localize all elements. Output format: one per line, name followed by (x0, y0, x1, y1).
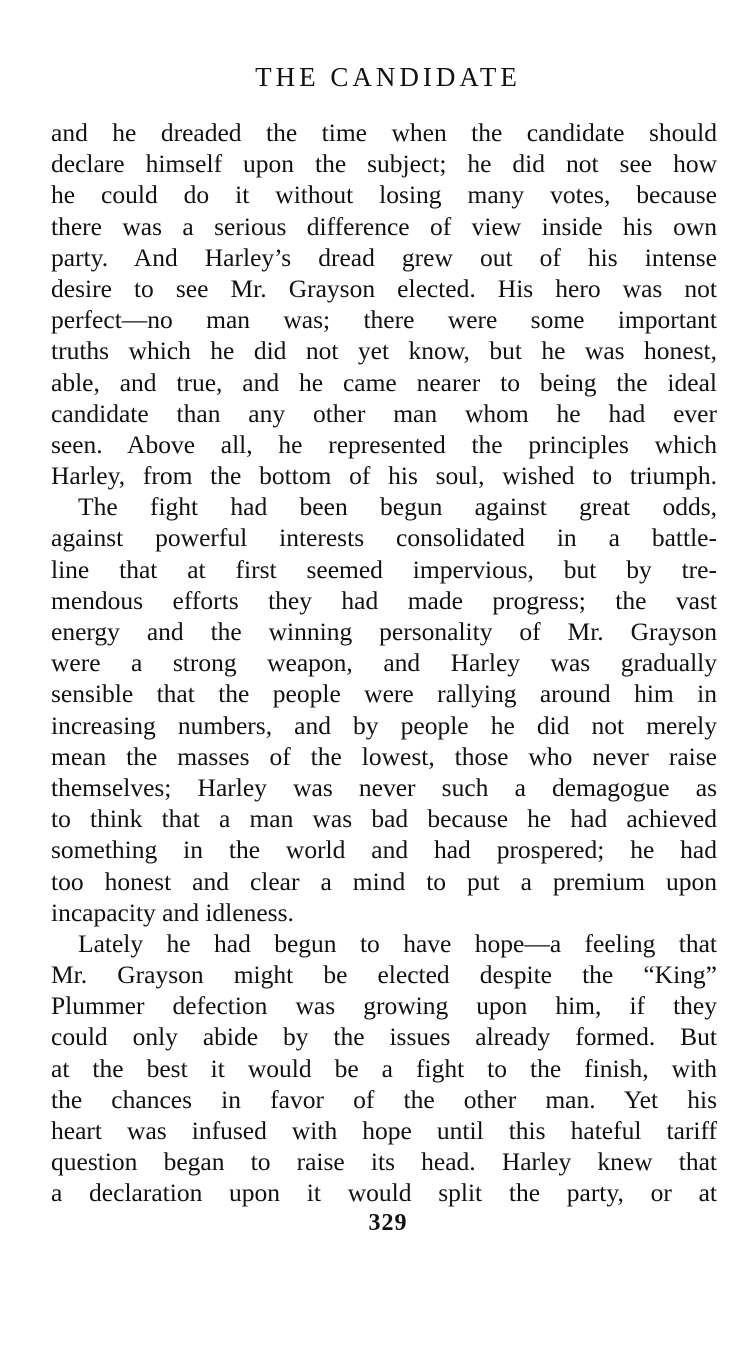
text-line: a declaration upon it would split the party, or at (51, 1178, 717, 1208)
text-line: heart was infused with hope until this hateful tariff (51, 1116, 717, 1145)
text-line: something in the world and had prospered; he had (51, 835, 717, 865)
text-line: Mr. Grayson might be elected despite the “King” (51, 960, 717, 990)
running-head: THE CANDIDATE (255, 62, 521, 92)
text-line: and he dreaded the time when the candidate should (51, 118, 717, 147)
text-line: themselves; Harley was never such a demagogue as (51, 772, 717, 802)
text-line: desire to see Mr. Grayson elected. His hero was not (51, 273, 717, 303)
text-line: at the best it would be a fight to the finish, with (51, 1053, 717, 1083)
text-line: line that at first seemed impervious, but by tre- (51, 554, 717, 584)
text-line: there was a serious difference of view inside his own (51, 211, 717, 241)
text-line: to think that a man was bad because he had achieved (51, 804, 717, 834)
text-line: candidate than any other man whom he had ever (51, 398, 717, 428)
text-line: seen. Above all, he represented the principles which (51, 429, 717, 459)
text-line: party. And Harley’s dread grew out of his intense (51, 242, 717, 272)
text-line: sensible that the people were rallying around him in (51, 679, 717, 709)
text-line: able, and true, and he came nearer to being the ideal (51, 367, 717, 397)
text-line: declare himself upon the subject; he did not see how (51, 149, 717, 179)
text-line: The fight had been begun against great odds, (78, 492, 717, 522)
text-line: were a strong weapon, and Harley was gradually (51, 648, 717, 678)
text-line: perfect—no man was; there were some important (51, 305, 717, 335)
text-line: mendous efforts they had made progress; the vast (51, 585, 717, 615)
page-number: 329 (368, 1210, 408, 1236)
text-line: the chances in favor of the other man. Yet his (51, 1084, 717, 1114)
text-line: question began to raise its head. Harley knew that (51, 1147, 717, 1177)
text-line: increasing numbers, and by people he did not merely (51, 710, 717, 740)
text-line: Harley, from the bottom of his soul, wished to triumph. (51, 461, 717, 491)
text-line: incapacity and idleness. (51, 897, 294, 927)
text-line: against powerful interests consolidated in a battle- (51, 523, 717, 553)
text-line: mean the masses of the lowest, those who never raise (51, 741, 717, 771)
body-text (51, 117, 717, 1209)
text-line: he could do it without losing many votes, because (51, 180, 717, 210)
text-line: Lately he had begun to have hope—a feeling that (78, 928, 717, 958)
text-line: energy and the winning personality of Mr. Grayson (51, 617, 717, 646)
text-line: could only abide by the issues already formed. But (51, 1022, 717, 1052)
text-line: truths which he did not yet know, but he was honest, (51, 336, 717, 366)
text-line: Plummer defection was growing upon him, if they (51, 991, 717, 1021)
text-line: too honest and clear a mind to put a premium upon (51, 866, 717, 896)
